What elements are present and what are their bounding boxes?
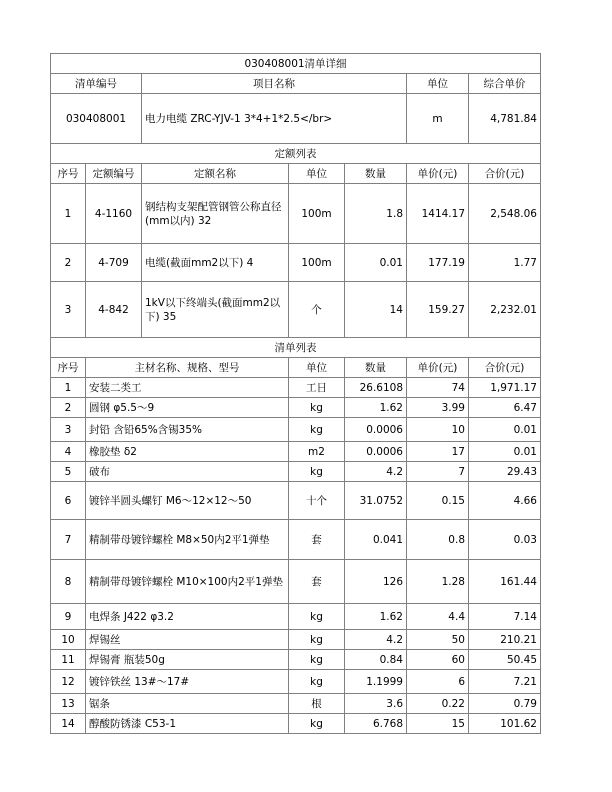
material-name: 电焊条 J422 φ3.2 [86, 604, 289, 630]
material-name: 精制带母镀锌螺栓 M10×100内2平1弹垫 [86, 560, 289, 604]
material-unit: kg [289, 714, 345, 734]
material-total-header: 合价(元) [469, 358, 541, 378]
quota-total-header: 合价(元) [469, 164, 541, 184]
material-row [51, 714, 541, 734]
material-seq: 5 [51, 462, 86, 482]
material-row [51, 462, 541, 482]
material-unit: kg [289, 462, 345, 482]
material-seq-header: 序号 [51, 358, 86, 378]
material-total: 1,971.17 [469, 378, 541, 398]
material-seq: 4 [51, 442, 86, 462]
quota-code: 4-842 [86, 282, 142, 338]
material-name: 焊锡膏 瓶装50g [86, 650, 289, 670]
material-price: 74 [407, 378, 469, 398]
material-seq: 1 [51, 378, 86, 398]
material-seq: 12 [51, 670, 86, 694]
material-price: 50 [407, 630, 469, 650]
material-qty: 6.768 [345, 714, 407, 734]
material-unit: kg [289, 650, 345, 670]
material-qty: 26.6108 [345, 378, 407, 398]
material-row [51, 378, 541, 398]
material-price: 15 [407, 714, 469, 734]
quota-name: 电缆(截面mm2以下) 4 [142, 244, 289, 282]
material-unit: kg [289, 398, 345, 418]
material-row [51, 560, 541, 604]
material-price: 10 [407, 418, 469, 442]
quota-section-title: 定额列表 [51, 144, 541, 164]
material-seq: 9 [51, 604, 86, 630]
material-qty: 4.2 [345, 630, 407, 650]
material-name-header: 主材名称、规格、型号 [86, 358, 289, 378]
material-name: 镀锌半圆头螺钉 M6～12×12～50 [86, 482, 289, 520]
quota-unit: 100m [289, 184, 345, 244]
material-section-row [51, 338, 541, 358]
material-unit: kg [289, 604, 345, 630]
material-unit: kg [289, 630, 345, 650]
material-price-header: 单价(元) [407, 358, 469, 378]
material-name: 焊锡丝 [86, 630, 289, 650]
material-total: 0.03 [469, 520, 541, 560]
quota-qty: 14 [345, 282, 407, 338]
material-qty: 1.1999 [345, 670, 407, 694]
quota-seq: 2 [51, 244, 86, 282]
material-section-title: 清单列表 [51, 338, 541, 358]
material-seq: 6 [51, 482, 86, 520]
quota-code: 4-1160 [86, 184, 142, 244]
material-seq: 14 [51, 714, 86, 734]
material-name: 镀锌铁丝 13#～17# [86, 670, 289, 694]
quota-price: 177.19 [407, 244, 469, 282]
quota-price: 1414.17 [407, 184, 469, 244]
material-row [51, 418, 541, 442]
material-qty: 1.62 [345, 398, 407, 418]
bill-row [51, 94, 541, 144]
material-unit: kg [289, 670, 345, 694]
material-seq: 10 [51, 630, 86, 650]
quota-total: 2,548.06 [469, 184, 541, 244]
quota-header-row [51, 164, 541, 184]
bill-unit: m [407, 94, 469, 144]
material-row [51, 442, 541, 462]
material-total: 50.45 [469, 650, 541, 670]
material-name: 精制带母镀锌螺栓 M8×50内2平1弹垫 [86, 520, 289, 560]
quota-qty-header: 数量 [345, 164, 407, 184]
material-row [51, 694, 541, 714]
material-row [51, 630, 541, 650]
bill-name-header: 项目名称 [142, 74, 407, 94]
material-seq: 11 [51, 650, 86, 670]
material-price: 6 [407, 670, 469, 694]
material-total: 6.47 [469, 398, 541, 418]
quota-price-header: 单价(元) [407, 164, 469, 184]
material-price: 0.15 [407, 482, 469, 520]
material-unit-header: 单位 [289, 358, 345, 378]
material-total: 0.79 [469, 694, 541, 714]
material-row [51, 482, 541, 520]
material-name: 安装二类工 [86, 378, 289, 398]
quota-total: 2,232.01 [469, 282, 541, 338]
material-row [51, 520, 541, 560]
material-price: 0.8 [407, 520, 469, 560]
material-unit: 套 [289, 560, 345, 604]
bill-header-row [51, 74, 541, 94]
material-total: 29.43 [469, 462, 541, 482]
bill-detail-sheet [50, 53, 541, 734]
bill-detail-table [50, 53, 541, 734]
quota-name: 1kV以下终端头(截面mm2以下) 35 [142, 282, 289, 338]
quota-section-row [51, 144, 541, 164]
material-price: 0.22 [407, 694, 469, 714]
bill-code: 030408001 [51, 94, 142, 144]
quota-price: 159.27 [407, 282, 469, 338]
material-name: 锯条 [86, 694, 289, 714]
quota-name-header: 定额名称 [142, 164, 289, 184]
material-row [51, 604, 541, 630]
material-seq: 2 [51, 398, 86, 418]
material-name: 醇酸防锈漆 C53-1 [86, 714, 289, 734]
material-price: 1.28 [407, 560, 469, 604]
quota-row [51, 244, 541, 282]
material-name: 橡胶垫 δ2 [86, 442, 289, 462]
material-qty: 126 [345, 560, 407, 604]
material-unit: m2 [289, 442, 345, 462]
sheet-title: 030408001清单详细 [51, 54, 541, 74]
quota-code: 4-709 [86, 244, 142, 282]
material-price: 4.4 [407, 604, 469, 630]
material-qty: 0.041 [345, 520, 407, 560]
material-unit: kg [289, 418, 345, 442]
quota-name: 钢结构支架配管钢管公称直径(mm以内) 32 [142, 184, 289, 244]
quota-row [51, 184, 541, 244]
material-total: 7.14 [469, 604, 541, 630]
bill-unit-header: 单位 [407, 74, 469, 94]
material-qty-header: 数量 [345, 358, 407, 378]
material-price: 60 [407, 650, 469, 670]
material-total: 101.62 [469, 714, 541, 734]
material-total: 4.66 [469, 482, 541, 520]
quota-unit: 100m [289, 244, 345, 282]
quota-unit: 个 [289, 282, 345, 338]
material-qty: 0.0006 [345, 442, 407, 462]
material-qty: 0.0006 [345, 418, 407, 442]
material-total: 0.01 [469, 418, 541, 442]
bill-unit-price: 4,781.84 [469, 94, 541, 144]
material-qty: 31.0752 [345, 482, 407, 520]
material-qty: 4.2 [345, 462, 407, 482]
material-total: 0.01 [469, 442, 541, 462]
material-name: 封铅 含铅65%含锡35% [86, 418, 289, 442]
material-seq: 8 [51, 560, 86, 604]
material-seq: 7 [51, 520, 86, 560]
material-total: 161.44 [469, 560, 541, 604]
material-unit: 根 [289, 694, 345, 714]
quota-unit-header: 单位 [289, 164, 345, 184]
quota-row [51, 282, 541, 338]
material-price: 7 [407, 462, 469, 482]
quota-total: 1.77 [469, 244, 541, 282]
material-total: 7.21 [469, 670, 541, 694]
quota-seq: 3 [51, 282, 86, 338]
material-unit: 套 [289, 520, 345, 560]
quota-qty: 1.8 [345, 184, 407, 244]
material-row [51, 650, 541, 670]
material-total: 210.21 [469, 630, 541, 650]
quota-code-header: 定额编号 [86, 164, 142, 184]
material-qty: 3.6 [345, 694, 407, 714]
material-header-row [51, 358, 541, 378]
material-price: 3.99 [407, 398, 469, 418]
quota-seq-header: 序号 [51, 164, 86, 184]
quota-seq: 1 [51, 184, 86, 244]
material-unit: 十个 [289, 482, 345, 520]
bill-name: 电力电缆 ZRC-YJV-1 3*4+1*2.5</br> [142, 94, 407, 144]
bill-unit-price-header: 综合单价 [469, 74, 541, 94]
material-row [51, 398, 541, 418]
quota-qty: 0.01 [345, 244, 407, 282]
material-seq: 13 [51, 694, 86, 714]
material-name: 圆钢 φ5.5～9 [86, 398, 289, 418]
material-seq: 3 [51, 418, 86, 442]
material-name: 破布 [86, 462, 289, 482]
material-row [51, 670, 541, 694]
bill-code-header: 清单编号 [51, 74, 142, 94]
material-qty: 0.84 [345, 650, 407, 670]
material-price: 17 [407, 442, 469, 462]
material-qty: 1.62 [345, 604, 407, 630]
material-unit: 工日 [289, 378, 345, 398]
title-row [51, 54, 541, 74]
